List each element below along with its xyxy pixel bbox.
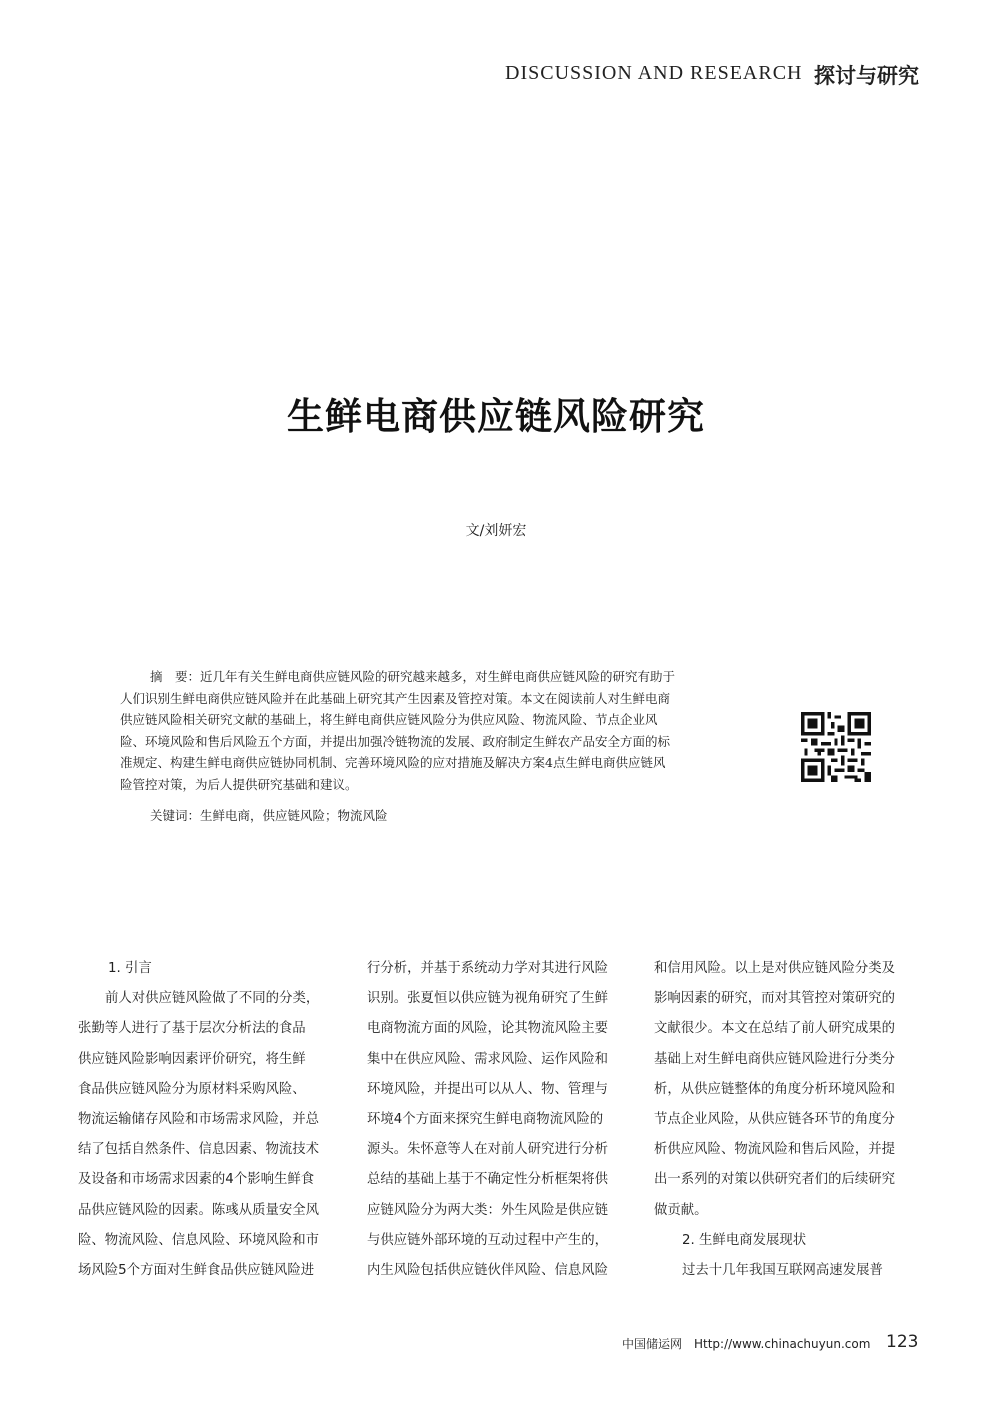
abstract-line: 人们识别生鲜电商供应链风险并在此基础上研究其产生因素及管控对策。本文在阅读前人对生鲜电商 <box>120 690 671 706</box>
body-line: 食品供应链风险分为原材料采购风险、 <box>78 1081 306 1097</box>
article-title: 生鲜电商供应链风险研究 <box>287 394 705 438</box>
body-line: 张勤等人进行了基于层次分析法的食品 <box>78 1021 306 1037</box>
body-column-1 <box>78 954 346 1286</box>
body-line: 险、物流风险、信息风险、环境风险和市 <box>78 1232 320 1248</box>
abstract <box>120 666 760 795</box>
body-line: 品供应链风险的因素。陈彧从质量安全风 <box>78 1202 320 1218</box>
abstract-line: 险管控对策，为后人提供研究基础和建议。 <box>120 776 358 792</box>
abstract-line: 摘 要：近几年有关生鲜电商供应链风险的研究越来越多，对生鲜电商供应链风险的研究有助于 <box>150 669 676 684</box>
body-line: 环境4个方面来探究生鲜电商物流风险的 <box>367 1111 604 1127</box>
body-line: 与供应链外部环境的互动过程中产生的， <box>367 1232 609 1248</box>
page-number: 123 <box>886 1332 919 1352</box>
body-line: 文献很少。本文在总结了前人研究成果的 <box>654 1021 896 1037</box>
abstract-line: 准规定、构建生鲜电商供应链协同机制、完善环境风险的应对措施及解决方案4点生鲜电商供应链风 <box>120 755 666 770</box>
body-line: 行分析，并基于系统动力学对其进行风险 <box>367 961 609 976</box>
body-line: 总结的基础上基于不确定性分析框架将供 <box>367 1172 609 1188</box>
body-line: 集中在供应风险、需求风险、运作风险和 <box>367 1051 609 1067</box>
body-line: 场风险5个方面对生鲜食品供应链风险进 <box>78 1262 315 1278</box>
body-line: 节点企业风险，从供应链各环节的角度分 <box>654 1111 896 1127</box>
body-line: 前人对供应链风险做了不同的分类， <box>105 991 320 1007</box>
body-column-3 <box>654 954 922 1286</box>
body-line: 源头。朱怀意等人在对前人研究进行分析 <box>367 1142 609 1158</box>
body-line: 析供应风险、物流风险和售后风险，并提 <box>654 1142 896 1158</box>
section-heading: 2. 生鲜电商发展现状 <box>682 1232 807 1248</box>
body-line: 结了包括自然条件、信息因素、物流技术 <box>78 1142 320 1158</box>
keywords: 关键词：生鲜电商，供应链风险；物流风险 <box>150 808 388 823</box>
article-author: 文/刘妍宏 <box>465 523 527 539</box>
body-line: 电商物流方面的风险，论其物流风险主要 <box>367 1021 609 1037</box>
body-line: 物流运输储存风险和市场需求风险，并总 <box>78 1111 320 1127</box>
section-header-en: DISCUSSION AND RESEARCH <box>505 62 803 84</box>
abstract-line: 供应链风险相关研究文献的基础上，将生鲜电商供应链风险分为供应风险、物流风险、节点企业风 <box>120 712 658 727</box>
body-line: 析，从供应链整体的角度分析环境风险和 <box>654 1081 896 1097</box>
body-column-2 <box>367 954 635 1286</box>
body-line: 应链风险分为两大类：外生风险是供应链 <box>367 1202 609 1218</box>
body-line: 内生风险包括供应链伙伴风险、信息风险 <box>367 1262 609 1278</box>
footer-site: 中国储运网 Http://www.chinachuyun.com <box>622 1337 871 1351</box>
body-line: 识别。张夏恒以供应链为视角研究了生鲜 <box>367 991 609 1007</box>
body-line: 做贡献。 <box>654 1202 708 1218</box>
body-line: 基础上对生鲜电商供应链风险进行分类分 <box>654 1051 896 1067</box>
section-heading: 1. 引言 <box>108 961 152 976</box>
body-line: 供应链风险影响因素评价研究，将生鲜 <box>78 1051 306 1067</box>
section-header-cn: 探讨与研究 <box>814 64 919 88</box>
body-line: 出一系列的对策以供研究者们的后续研究 <box>654 1172 896 1188</box>
body-line: 环境风险，并提出可以从人、物、管理与 <box>367 1081 609 1097</box>
qr-code-icon <box>801 712 871 782</box>
body-line: 影响因素的研究，而对其管控对策研究的 <box>654 991 896 1007</box>
body-line: 和信用风险。以上是对供应链风险分类及 <box>654 961 896 976</box>
body-line: 过去十几年我国互联网高速发展普 <box>682 1262 883 1278</box>
abstract-line: 险、环境风险和售后风险五个方面，并提出加强冷链物流的发展、政府制定生鲜农产品安全方面的标 <box>120 733 671 749</box>
body-line: 及设备和市场需求因素的4个影响生鲜食 <box>78 1172 315 1188</box>
